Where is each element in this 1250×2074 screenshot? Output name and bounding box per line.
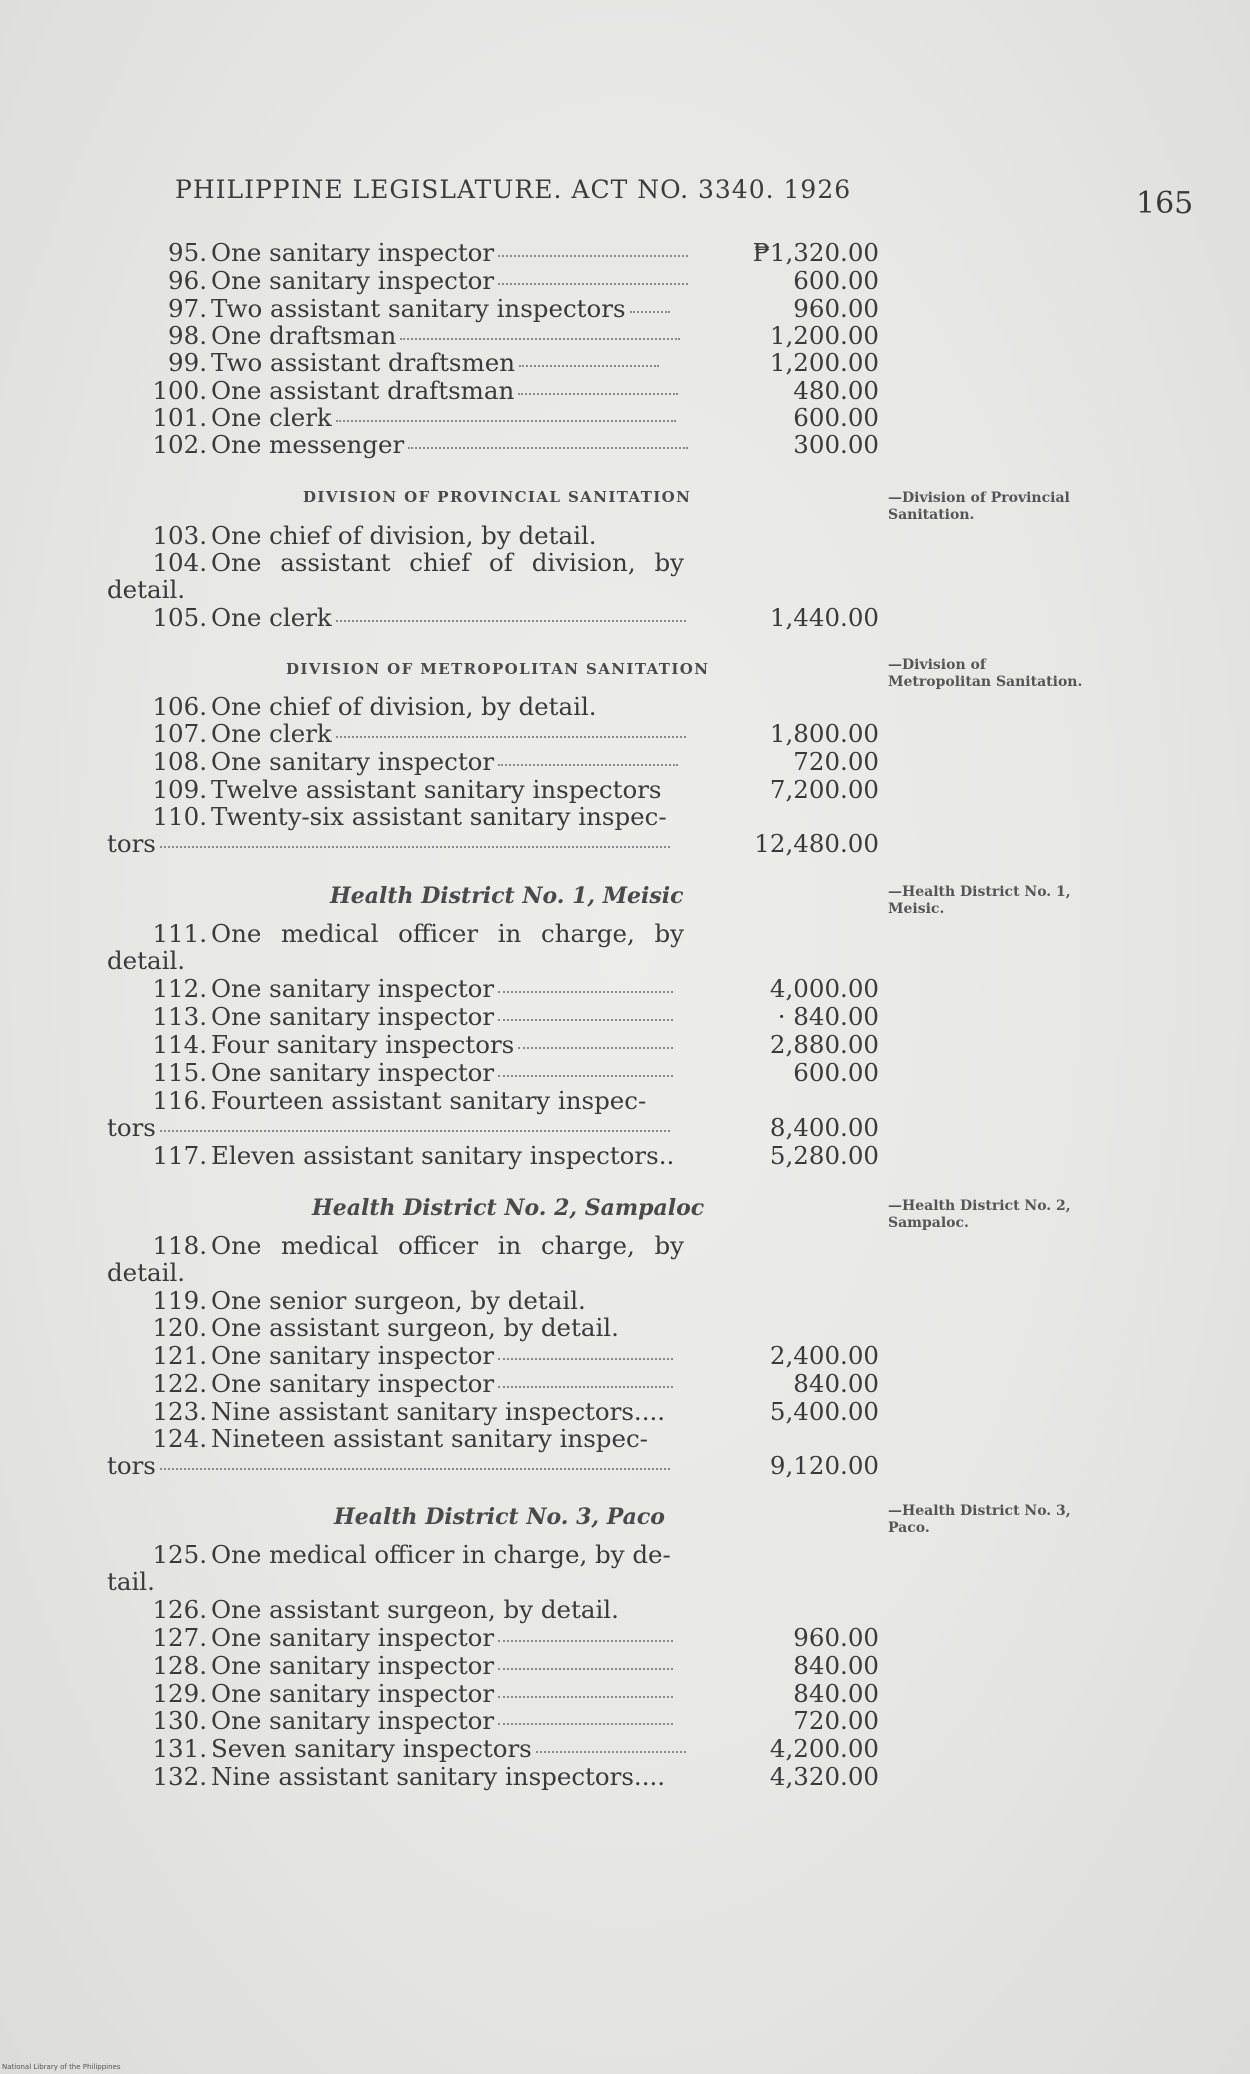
item-number: 109. xyxy=(152,775,207,804)
item-number: 111. xyxy=(152,919,207,948)
item-number: 118. xyxy=(152,1231,207,1260)
item-description: One sanitary inspector xyxy=(211,1059,673,1087)
list-item xyxy=(0,748,1250,776)
item-amount: 720.00 xyxy=(793,747,879,776)
item-description: Nine assistant sanitary inspectors.... xyxy=(211,1762,666,1791)
running-header: PHILIPPINE LEGISLATURE. ACT NO. 3340. 1926 xyxy=(175,175,852,204)
section-heading: DIVISION OF METROPOLITAN SANITATION xyxy=(286,660,710,678)
item-description: One assistant surgeon, by detail. xyxy=(211,1313,619,1342)
list-item xyxy=(0,1398,1250,1426)
dot-leader xyxy=(498,1358,673,1360)
list-item xyxy=(0,920,1250,948)
item-amount: · 840.00 xyxy=(777,1002,879,1031)
item-amount: 9,120.00 xyxy=(769,1451,879,1480)
item-number: 130. xyxy=(152,1706,207,1735)
list-item xyxy=(0,1707,1250,1735)
item-number: 132. xyxy=(152,1762,207,1791)
item-description: tail. xyxy=(107,1567,155,1596)
item-number: 122. xyxy=(152,1369,207,1398)
item-number: 97. xyxy=(168,294,207,323)
item-number: 127. xyxy=(152,1623,207,1652)
list-item xyxy=(0,1680,1250,1708)
list-item xyxy=(0,1568,1250,1596)
dot-leader xyxy=(160,1468,670,1470)
item-number: 124. xyxy=(152,1424,207,1453)
item-number: 120. xyxy=(152,1313,207,1342)
list-item xyxy=(0,1763,1250,1791)
list-item xyxy=(0,1735,1250,1763)
item-description: One sanitary inspector xyxy=(211,1680,673,1708)
item-number: 113. xyxy=(152,1002,207,1031)
list-item xyxy=(0,1370,1250,1398)
item-description: Eleven assistant sanitary inspectors.. xyxy=(211,1141,675,1170)
item-number: 117. xyxy=(152,1141,207,1170)
item-description: One sanitary inspector xyxy=(211,1370,673,1398)
item-amount: 300.00 xyxy=(793,430,879,459)
list-item xyxy=(0,830,1250,858)
dot-leader xyxy=(336,736,686,738)
item-description: Two assistant sanitary inspectors xyxy=(211,295,670,323)
item-amount: 600.00 xyxy=(793,1058,879,1087)
list-item xyxy=(0,720,1250,748)
item-amount: 2,400.00 xyxy=(769,1341,879,1370)
dot-leader xyxy=(518,1047,673,1049)
item-number: 123. xyxy=(152,1397,207,1426)
item-amount: 4,000.00 xyxy=(769,974,879,1003)
list-item xyxy=(0,377,1250,405)
list-item xyxy=(0,322,1250,350)
item-number: 112. xyxy=(152,974,207,1003)
item-description: Two assistant draftsmen xyxy=(211,349,659,377)
item-amount: 4,320.00 xyxy=(769,1762,879,1791)
section-heading: Health District No. 3, Paco xyxy=(334,1504,665,1530)
list-item xyxy=(0,1259,1250,1287)
item-number: 105. xyxy=(152,603,207,632)
item-description: One sanitary inspector xyxy=(211,239,688,267)
list-item xyxy=(0,1314,1250,1342)
item-description: Nine assistant sanitary inspectors.... xyxy=(211,1397,666,1426)
list-item xyxy=(0,239,1250,267)
dot-leader xyxy=(498,1668,673,1670)
item-amount: 4,200.00 xyxy=(769,1734,879,1763)
item-number: 106. xyxy=(152,692,207,721)
item-description: One senior surgeon, by detail. xyxy=(211,1286,586,1315)
item-description: One medical officer in charge, by xyxy=(211,1231,684,1260)
list-item xyxy=(0,1425,1250,1453)
item-description: One sanitary inspector xyxy=(211,1707,673,1735)
item-amount: 480.00 xyxy=(793,376,879,405)
item-number: 116. xyxy=(152,1086,207,1115)
dot-leader xyxy=(498,1019,673,1021)
item-description: Nineteen assistant sanitary inspec- xyxy=(211,1424,648,1453)
item-description: One medical officer in charge, by de- xyxy=(211,1540,671,1569)
list-item xyxy=(0,803,1250,831)
item-description: One sanitary inspector xyxy=(211,1003,673,1031)
item-number: 98. xyxy=(168,321,207,350)
item-description: tors xyxy=(107,1114,670,1142)
list-item xyxy=(0,693,1250,721)
dot-leader xyxy=(498,991,673,993)
list-item xyxy=(0,1342,1250,1370)
item-amount: 1,200.00 xyxy=(769,321,879,350)
dot-leader xyxy=(160,846,670,848)
item-description: One clerk xyxy=(211,720,686,748)
item-description: One sanitary inspector xyxy=(211,1342,673,1370)
item-amount: 1,800.00 xyxy=(769,719,879,748)
item-amount: ₱1,320.00 xyxy=(752,238,879,267)
item-number: 115. xyxy=(152,1058,207,1087)
item-amount: 5,280.00 xyxy=(769,1141,879,1170)
list-item xyxy=(0,404,1250,432)
item-description: detail. xyxy=(107,1258,186,1287)
dot-leader xyxy=(498,1386,673,1388)
list-item xyxy=(0,1031,1250,1059)
page-number: 165 xyxy=(1136,186,1194,221)
item-number: 128. xyxy=(152,1651,207,1680)
item-description: Fourteen assistant sanitary inspec- xyxy=(211,1086,647,1115)
item-description: Seven sanitary inspectors xyxy=(211,1735,686,1763)
dot-leader xyxy=(336,620,686,622)
list-item xyxy=(0,576,1250,604)
item-description: tors xyxy=(107,1452,670,1480)
margin-note: —Health District No. 2, Sampaloc. xyxy=(888,1198,1071,1231)
dot-leader xyxy=(498,764,678,766)
list-item xyxy=(0,1541,1250,1569)
item-amount: 7,200.00 xyxy=(769,775,879,804)
dot-leader xyxy=(160,1130,670,1132)
list-item xyxy=(0,1087,1250,1115)
item-number: 95. xyxy=(168,238,207,267)
item-amount: 12,480.00 xyxy=(754,829,879,858)
list-item xyxy=(0,1059,1250,1087)
margin-note: —Division of Metropolitan Sanitation. xyxy=(888,657,1083,690)
list-item xyxy=(0,349,1250,377)
item-description: One sanitary inspector xyxy=(211,1652,673,1680)
item-number: 104. xyxy=(152,548,207,577)
dot-leader xyxy=(518,393,678,395)
item-amount: 840.00 xyxy=(793,1651,879,1680)
dot-leader xyxy=(408,447,688,449)
item-description: One clerk xyxy=(211,404,676,432)
item-description: One assistant draftsman xyxy=(211,377,678,405)
dot-leader xyxy=(519,365,659,367)
item-number: 131. xyxy=(152,1734,207,1763)
list-item xyxy=(0,776,1250,804)
list-item xyxy=(0,549,1250,577)
dot-leader xyxy=(498,1640,673,1642)
item-amount: 840.00 xyxy=(793,1369,879,1398)
item-amount: 1,440.00 xyxy=(769,603,879,632)
item-number: 121. xyxy=(152,1341,207,1370)
item-amount: 8,400.00 xyxy=(769,1113,879,1142)
dot-leader xyxy=(400,338,680,340)
item-amount: 960.00 xyxy=(793,1623,879,1652)
item-description: One sanitary inspector xyxy=(211,748,678,776)
item-number: 108. xyxy=(152,747,207,776)
item-description: Twenty-six assistant sanitary inspec- xyxy=(211,802,667,831)
item-amount: 2,880.00 xyxy=(769,1030,879,1059)
dot-leader xyxy=(536,1751,686,1753)
item-number: 129. xyxy=(152,1679,207,1708)
item-description: detail. xyxy=(107,575,186,604)
item-description: One sanitary inspector xyxy=(211,267,688,295)
item-description: One chief of division, by detail. xyxy=(211,521,597,550)
dot-leader xyxy=(498,1723,673,1725)
list-item xyxy=(0,522,1250,550)
item-number: 107. xyxy=(152,719,207,748)
item-amount: 600.00 xyxy=(793,266,879,295)
list-item xyxy=(0,431,1250,459)
item-number: 102. xyxy=(152,430,207,459)
list-item xyxy=(0,267,1250,295)
item-amount: 960.00 xyxy=(793,294,879,323)
item-description: One messenger xyxy=(211,431,688,459)
list-item xyxy=(0,1114,1250,1142)
item-description: One sanitary inspector xyxy=(211,975,673,1003)
list-item xyxy=(0,1232,1250,1260)
margin-note: —Health District No. 1, Meisic. xyxy=(888,884,1071,917)
item-description: detail. xyxy=(107,946,186,975)
list-item xyxy=(0,1652,1250,1680)
item-number: 103. xyxy=(152,521,207,550)
item-amount: 1,200.00 xyxy=(769,348,879,377)
list-item xyxy=(0,604,1250,632)
item-description: One assistant surgeon, by detail. xyxy=(211,1595,619,1624)
section-heading: Health District No. 2, Sampaloc xyxy=(312,1195,705,1221)
margin-note: —Health District No. 3, Paco. xyxy=(888,1503,1071,1536)
list-item xyxy=(0,1142,1250,1170)
item-description: Twelve assistant sanitary inspectors xyxy=(211,775,662,804)
section-heading: DIVISION OF PROVINCIAL SANITATION xyxy=(303,488,692,506)
item-description: tors xyxy=(107,830,670,858)
list-item xyxy=(0,1596,1250,1624)
list-item xyxy=(0,295,1250,323)
item-amount: 840.00 xyxy=(793,1679,879,1708)
dot-leader xyxy=(630,311,670,313)
item-number: 99. xyxy=(168,348,207,377)
item-number: 119. xyxy=(152,1286,207,1315)
margin-note: —Division of Provincial Sanitation. xyxy=(888,490,1070,523)
section-heading: Health District No. 1, Meisic xyxy=(330,883,684,909)
list-item xyxy=(0,1624,1250,1652)
item-number: 101. xyxy=(152,403,207,432)
list-item xyxy=(0,1452,1250,1480)
dot-leader xyxy=(498,255,688,257)
item-number: 126. xyxy=(152,1595,207,1624)
item-description: One draftsman xyxy=(211,322,680,350)
item-description: One chief of division, by detail. xyxy=(211,692,597,721)
dot-leader xyxy=(498,1075,673,1077)
item-amount: 5,400.00 xyxy=(769,1397,879,1426)
item-description: Four sanitary inspectors xyxy=(211,1031,673,1059)
dot-leader xyxy=(336,420,676,422)
list-item xyxy=(0,975,1250,1003)
item-description: One clerk xyxy=(211,604,686,632)
footer-credit: National Library of the Philippines xyxy=(2,2063,121,2071)
dot-leader xyxy=(498,283,688,285)
item-amount: 600.00 xyxy=(793,403,879,432)
list-item xyxy=(0,1287,1250,1315)
item-description: One sanitary inspector xyxy=(211,1624,673,1652)
item-number: 110. xyxy=(152,802,207,831)
item-number: 125. xyxy=(152,1540,207,1569)
dot-leader xyxy=(498,1696,673,1698)
item-description: One medical officer in charge, by xyxy=(211,919,684,948)
item-number: 114. xyxy=(152,1030,207,1059)
item-amount: 720.00 xyxy=(793,1706,879,1735)
item-description: One assistant chief of division, by xyxy=(211,548,684,577)
item-number: 100. xyxy=(152,376,207,405)
list-item xyxy=(0,947,1250,975)
item-number: 96. xyxy=(168,266,207,295)
list-item xyxy=(0,1003,1250,1031)
